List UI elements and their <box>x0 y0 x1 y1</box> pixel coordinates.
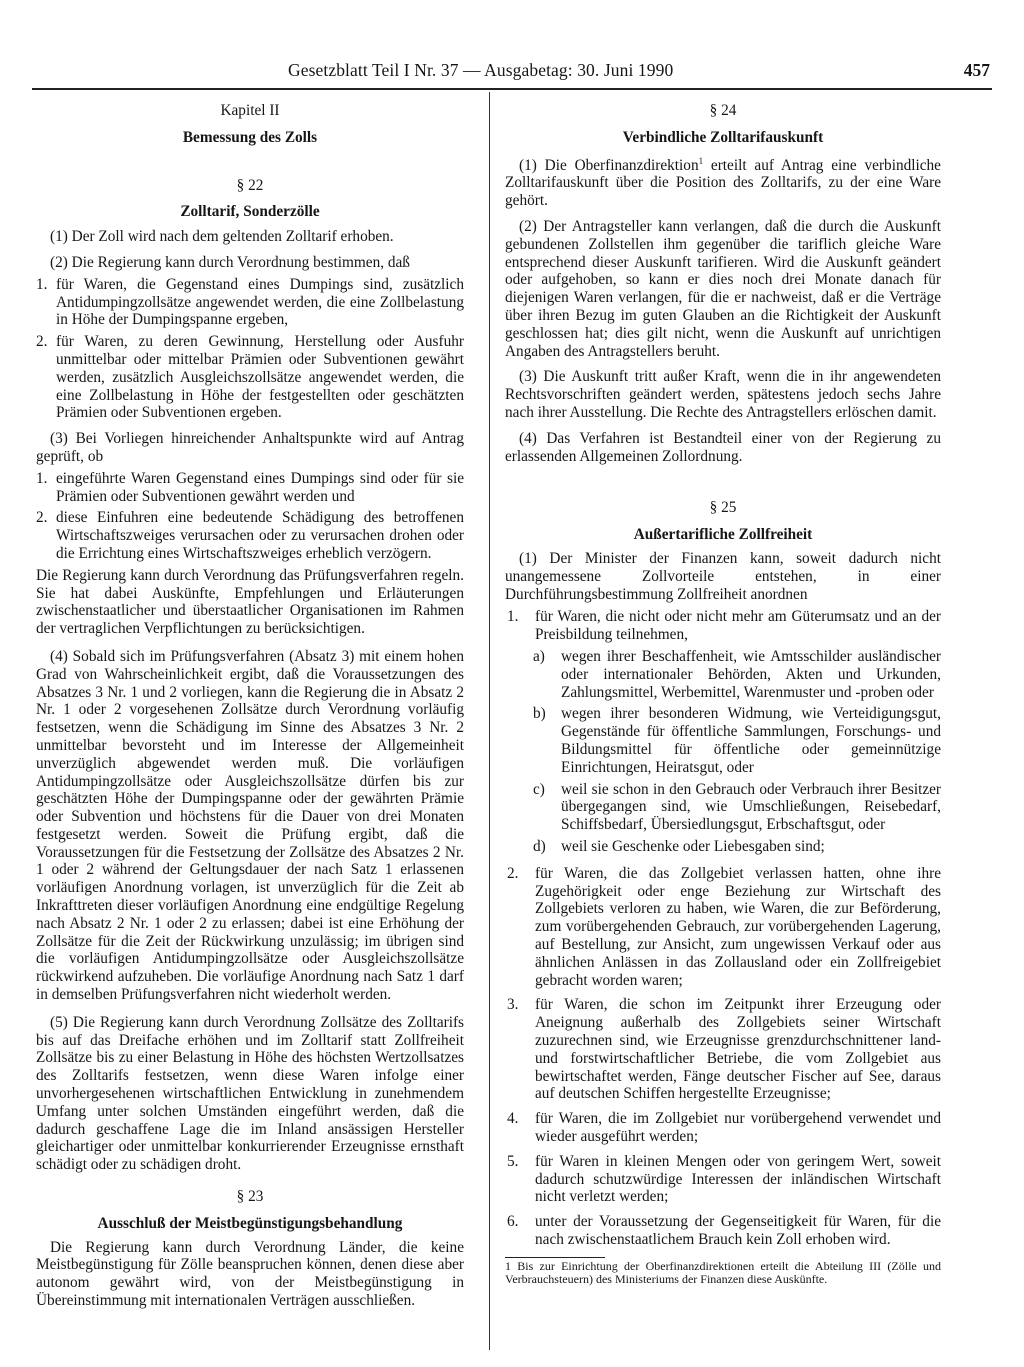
list-item: 5. für Waren in kleinen Mengen oder von geringem Wert, soweit dadurch schutzwürdige Interessen der inländischen Wirtschaft nicht verletzt werden; <box>507 1152 941 1206</box>
paragraph: Die Regierung kann durch Verordnung Länder, die keine Meistbegünstigung für Zölle beanspruchen können, denen diese aber autonom gewährt wird, von der Meistbegünstigung in Übereinstimmung mit internationalen Verträgen ausschließen. <box>36 1238 464 1310</box>
page-header <box>30 60 990 84</box>
paragraph: (2) Die Regierung kann durch Verordnung bestimmen, daß <box>50 253 410 271</box>
section-24-title: Verbindliche Zolltarifauskunft <box>622 128 824 146</box>
paragraph: Die Regierung kann durch Verordnung das Prüfungsverfahren regeln. Sie hat dabei Auskünfte, Empfehlungen und Erläuterungen zwischenstaatlicher und überstaatlicher Organisationen im Rahmen der vertraglichen Verpflichtungen zu berücksichtigen. <box>36 566 464 638</box>
footnote-reference: 1 <box>698 155 704 166</box>
chapter-title: Bemessung des Zolls <box>182 128 318 146</box>
section-23-number: § 23 <box>236 1188 264 1206</box>
paragraph: (1) Der Zoll wird nach dem geltenden Zolltarif erhoben. <box>50 228 394 246</box>
paragraph: (4) Sobald sich im Prüfungsverfahren (Absatz 3) mit einem hohen Grad von Wahrscheinlichkeit ergibt, daß die Voraussetzungen des Absatzes 3 Nr. 1 und 2 vorliegen, kann die Regierung die in Absatz 2 Nr. 1 oder 2 vorgesehenen Zollsätze durch Verordnung vorläufig festsetzen, wenn die Schädigung im Sinne des Absatzes 3 Nr. 2 unmittelbar bevorsteht und im Interesse der Allgemeinheit unverzüglich abgewendet werden muß. Die vorläufigen Antidumpingzollsätze oder Ausgleichszollsätze dürfen bis zur geschätzten Höhe der Dumpingspanne oder der gewährten Prämie oder Subvention und höchstens für die Dauer von drei Monaten festgesetzt werden. Soweit die Prüfung ergibt, daß die Voraussetzungen für die Festsetzung der Zollsätze des Absatzes 2 Nr. 1 oder 2 während der Geltungsdauer der nach Satz 1 erlassenen vorläufigen Anordnung vorlagen, ist unverzüglich für die Zeit ab Inkrafttreten dieser vorläufigen Anordnung eine endgültige Regelung nach Absatz 2 Nr. 1 oder 2 zu erlassen; dabei ist eine Erhöhung der Zollsätze für die Zeit der Rückwirkung unzulässig; im übrigen sind die vorläufigen Antidumpingzollsätze oder Ausgleichszollsätze rückwirkend aufzuheben. Die vorläufige Anordnung nach Satz 1 darf in demselben Prüfungsverfahren nicht wiederholt werden. <box>36 647 464 1004</box>
list-item: 2. diese Einfuhren eine bedeutende Schädigung des betroffenen Wirtschaftszweiges verursachen oder zu verursachen drohen oder die Errichtung eines Wirtschaftszweiges erheblich verzögern. <box>36 509 464 562</box>
header-rule <box>32 88 992 90</box>
section-24-number: § 24 <box>709 102 737 119</box>
section-23-title: Ausschluß der Meistbegünstigungsbehandlung <box>97 1214 403 1232</box>
list-item: 1. eingeführte Waren Gegenstand eines Dumpings sind oder für sie Prämien oder Subventionen gewährt werden und <box>36 469 464 505</box>
list-item: 2. für Waren, zu deren Gewinnung, Herstellung oder Ausfuhr unmittelbar oder mittelbar Prämien oder Subventionen gewährt werden, zusätzlich Ausgleichszollsätze angewendet werden, die eine Zollbelastung in Höhe der festgestellten oder geschätzten Prämien oder Subventionen ergeben. <box>36 333 464 422</box>
chapter-label: Kapitel II <box>220 102 280 119</box>
list-item: 6. unter der Voraussetzung der Gegenseitigkeit für Waren, für die nach zwischenstaatlichem Brauch kein Zoll erhoben wird. <box>507 1213 941 1248</box>
footnote-rule <box>505 1257 605 1258</box>
gazette-title: Gesetzblatt Teil I Nr. 37 — Ausgabetag: 30. Juni 1990 <box>288 60 674 80</box>
section-25-title: Außertarifliche Zollfreiheit <box>633 526 813 544</box>
paragraph: (5) Die Regierung kann durch Verordnung Zollsätze des Zolltarifs bis auf das Dreifache erhöhen und im Zolltarif statt Zollfreiheit Zollsätze bis zu einer Belastung in Höhe des höchsten Wertzollsatzes des Zolltarifs festsetzen, wenn diese Waren infolge einer unvorhergesehenen wirtschaftlichen Entwicklung in zunehmendem Umfang unter solchen Umständen eingeführt werden, daß die dadurch geschaffene Lage die im Inland ansässigen Hersteller gleichartiger oder unmittelbar konkurrierender Erzeugnisse ernsthaft schädigt oder zu schädigen droht. <box>36 1013 464 1174</box>
paragraph: (3) Die Auskunft tritt außer Kraft, wenn die in ihr angewendeten Rechtsvorschriften geändert werden, spätestens jedoch sechs Jahre nach ihrer Ausstellung. Die Rechte des Antragstellers erlöschen damit. <box>505 368 941 422</box>
right-column <box>505 102 941 1286</box>
section-22-title: Zolltarif, Sonderzölle <box>180 203 320 221</box>
section-22-number: § 22 <box>236 176 264 194</box>
paragraph: (1) Der Minister der Finanzen kann, soweit dadurch nicht unangemessene Zollvorteile entstehen, in einer Durchführungsbestimmung Zollfreiheit anordnen <box>505 550 941 603</box>
left-column <box>36 102 464 1310</box>
paragraph: (1) Die Oberfinanzdirektion$^1$ erteilt auf Antrag eine verbindliche Zolltarifauskunft über die Position des Zolltarifs, zu der eine Ware gehört. <box>505 155 941 210</box>
list-item: 3. für Waren, die schon im Zeitpunkt ihrer Erzeugung oder Aneignung außerhalb des Zollgebiets seiner Wirtschaft zuzurechnen sind, wie Erzeugnisse grenzdurchschnittener land- und forstwirtschaftlicher Betriebe, die vom Zollgebiet aus bewirtschaftet werden, Fänge deutscher Fischer auf See, daraus auf deutschen Schiffen hergestellte Erzeugnisse; <box>507 996 941 1103</box>
sub-list-item: a) wegen ihrer Beschaffenheit, wie Amtsschilder ausländischer oder internationaler Behörden, Akten und Urkunden, Zahlungsmittel, Werbemittel, Warenmuster und -proben oder <box>533 648 941 701</box>
paragraph: (3) Bei Vorliegen hinreichender Anhaltspunkte wird auf Antrag geprüft, ob <box>36 430 464 465</box>
paragraph: (4) Das Verfahren ist Bestandteil einer von der Regierung zu erlassenden Allgemeinen Zollordnung. <box>505 429 941 465</box>
sub-list-item: c) weil sie schon in den Gebrauch oder Verbrauch ihrer Besitzer übergegangen sind, wie Umschließungen, Reisebedarf, Schiffsbedarf, Übersiedlungsgut, Erbschaftsgut, oder <box>533 780 941 834</box>
list-item: 1. für Waren, die nicht oder nicht mehr am Güterumsatz und an der Preisbildung teilnehmen, <box>507 608 941 644</box>
sub-list-item: b) wegen ihrer besonderen Widmung, wie Verteidigungsgut, Gegenstände für öffentliche Sammlungen, Forschungs- und Bildungsmittel für öffentliche oder gemeinnützige Einrichtungen, Heiratsgut, oder <box>533 705 941 776</box>
list-item: 1. für Waren, die Gegenstand eines Dumpings sind, zusätzlich Antidumpingzollsätze angewendet werden, die eine Zollbelastung in Höhe der Dumpingspanne ergeben, <box>36 275 464 329</box>
section-25-number: § 25 <box>709 499 737 517</box>
column-divider <box>489 92 490 1350</box>
page-number: 457 <box>963 60 990 80</box>
list-item: 2. für Waren, die das Zollgebiet verlassen hatten, ohne ihre Zugehörigkeit oder enge Beziehung zur Wirtschaft des Zollgebiets verloren zu haben, wie Waren, die zur Beförderung, zum vorübergehenden Gebrauch, zur vorübergehenden Lagerung, auf Bestellung, zur Ansicht, zum ungewissen Verkauf oder aus ähnlichen Anlässen in das Zollausland oder ein Zollfreigebiet gebracht worden waren; <box>507 864 941 989</box>
list-item: 4. für Waren, die im Zollgebiet nur vorübergehend verwendet und wieder ausgeführt werden; <box>507 1110 941 1145</box>
footnote: 1 Bis zur Einrichtung der Oberfinanzdirektionen erteilt die Abteilung III (Zölle und Verbrauchsteuern) des Ministeriums der Finanzen diese Auskünfte. <box>505 1258 941 1286</box>
sub-list-item: d) weil sie Geschenke oder Liebesgaben sind; <box>533 837 825 855</box>
paragraph: (2) Der Antragsteller kann verlangen, daß die durch die Auskunft gebundenen Zollstellen ihm gegenüber die tariflich gleiche Ware entsprechend dieser Auskunft tarifieren. Wird die Auskunft geändert oder aufgehoben, so kann er dies noch drei Monate danach für diejenigen Waren verlangen, für die er nachweist, daß er die Verträge über ihren Bezug im guten Glauben an die Richtigkeit der Auskunft geschlossen hat; dies gilt nicht, wenn die Auskunft auf unrichtigen Angaben des Antragstellers beruht. <box>505 218 941 360</box>
